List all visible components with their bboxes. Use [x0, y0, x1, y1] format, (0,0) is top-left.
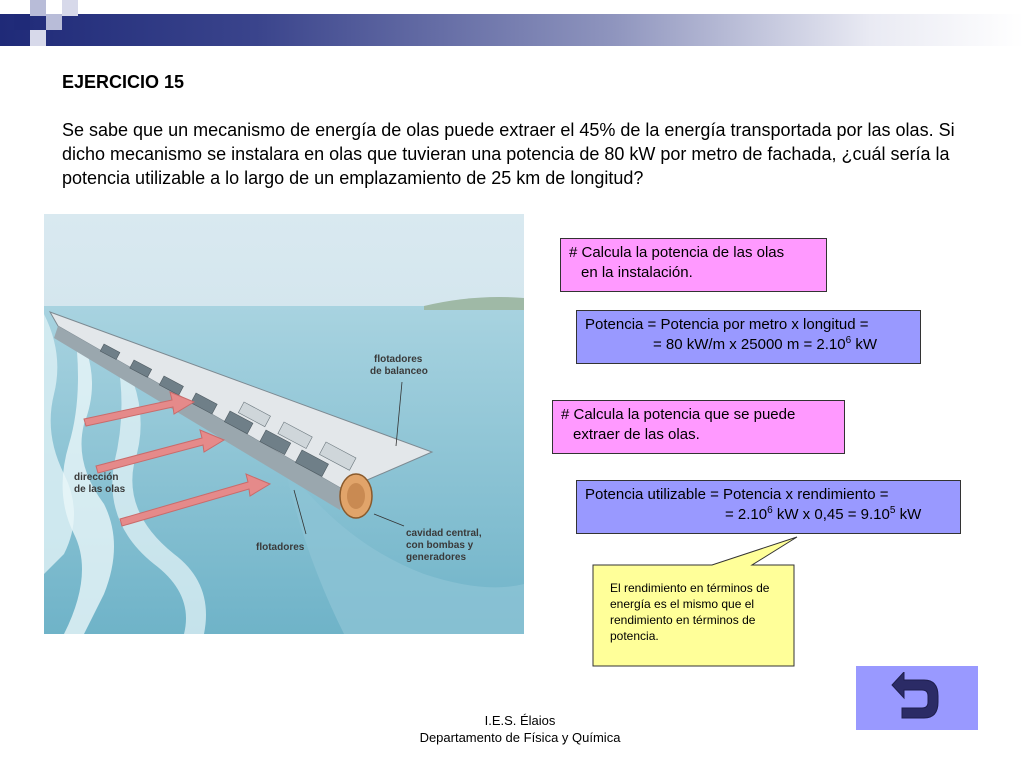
step1-line1: # Calcula la potencia de las olas [569, 244, 785, 261]
label-flotadores-balanceo-2: de balanceo [370, 366, 428, 377]
step4-line2-b: kW x 0,45 = 9.10 [772, 506, 890, 523]
label-cavidad-central-1: cavidad central, [406, 528, 482, 539]
step4-exponent-2: 5 [889, 505, 896, 516]
step2-line1: Potencia = Potencia por metro x longitud = [585, 316, 869, 333]
step2-line2 [585, 335, 912, 355]
header-square-light [30, 30, 46, 46]
step1-line2: en la instalación. [581, 264, 693, 281]
label-direccion-olas-2: de las olas [74, 484, 126, 495]
header-square-dark [14, 14, 30, 30]
footer [380, 712, 660, 746]
step1-hint-box [560, 238, 827, 292]
footer-school: I.E.S. Élaios [484, 713, 556, 728]
step4-line1: Potencia utilizable = Potencia x rendimiento = [585, 486, 889, 503]
step4-line2-a: = 2.10 [725, 506, 768, 523]
back-arrow-icon [890, 672, 944, 724]
exercise-title: EJERCICIO 15 [62, 72, 185, 92]
label-flotadores: flotadores [256, 542, 305, 553]
step4-exponent-1: 6 [767, 505, 773, 516]
step3-hint-box [552, 400, 845, 454]
step4-line2 [585, 505, 952, 525]
step3-line1: # Calcula la potencia que se puede [561, 406, 796, 423]
exercise-statement: Se sabe que un mecanismo de energía de olas puede extraer el 45% de la energía transportada por las olas. Si dicho mecanismo se instalara en olas que tuvieran una potencia de 80 kW por metro de fachada, ¿cuál sería la potencia utilizable a lo largo de un emplazamiento de 25 km de longitud? [62, 120, 955, 188]
step2-exponent: 6 [845, 335, 852, 346]
footer-department: Departamento de Física y Química [419, 730, 621, 745]
header-square-light [30, 0, 46, 16]
step2-calculation-box [576, 310, 921, 364]
note-text: El rendimiento en términos de energía es el mismo que el rendimiento en términos de potencia. [610, 581, 770, 643]
step2-line2-suffix: kW [851, 336, 877, 353]
header-square-light [46, 14, 62, 30]
label-flotadores-balanceo-1: flotadores [374, 354, 423, 365]
header-square-light [62, 0, 78, 16]
note-callout [592, 536, 798, 668]
step4-calculation-box [576, 480, 961, 534]
header-gradient-bar [0, 14, 1024, 46]
back-button[interactable] [856, 666, 978, 730]
label-direccion-olas-1: dirección [74, 472, 119, 483]
step2-line2-prefix: = 80 kW/m x 25000 m = 2.10 [653, 336, 846, 353]
wave-energy-illustration [44, 214, 524, 634]
label-cavidad-central-3: generadores [406, 552, 467, 563]
label-cavidad-central-2: con bombas y [406, 540, 474, 551]
step4-line2-c: kW [895, 506, 922, 523]
step3-line2: extraer de las olas. [573, 426, 700, 443]
